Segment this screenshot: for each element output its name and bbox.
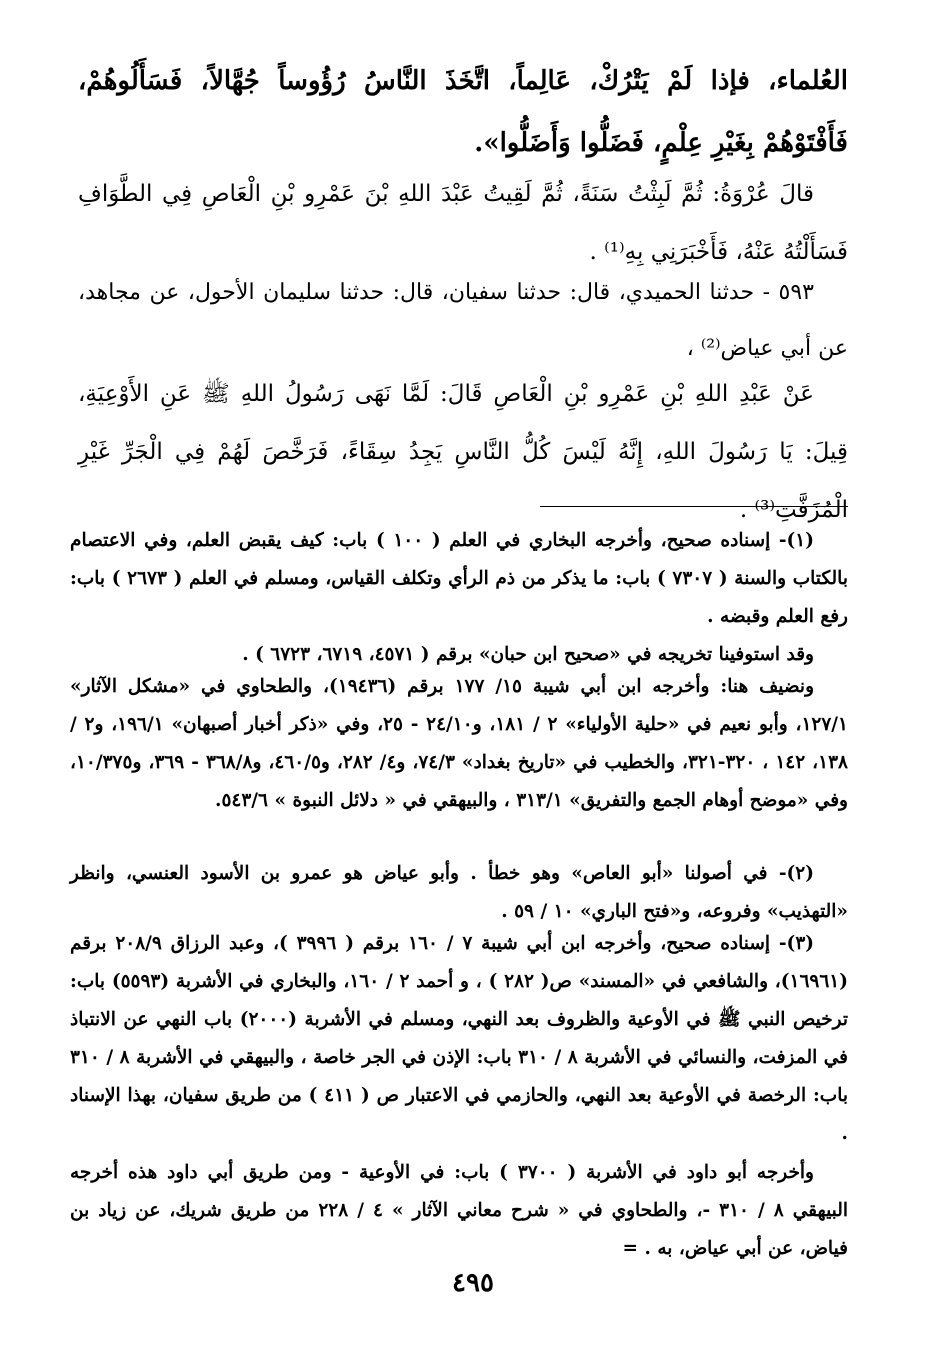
footnote-3-text-2: وأخرجه أبو داود في الأشربة ( ٣٧٠٠ ) باب: في الأوعية - ومن طريق أبي داود هذه أخرجه البيهقي ٨ / ٣١٠ -، والطحاوي في « شرح معاني الآثار » ٤ / ٢٢٨ من طريق شريك، عن زياد بن فياض، عن أبي عياض، به . = <box>70 1162 849 1259</box>
main-paragraph-3 <box>78 265 848 377</box>
footnote-1 <box>70 522 848 636</box>
main-paragraph-4 <box>78 365 848 539</box>
main-paragraph-2 <box>78 165 848 281</box>
page-number: ٤٩٥ <box>452 1268 494 1298</box>
hadith-593-isnad: ٥٩٣ - حدثنا الحميدي، قال: حدثنا سفيان، قال: حدثنا سليمان الأحول، عن مجاهد، عن أبي عياض⁽²⁾ ، <box>78 280 848 361</box>
hadith-text-continuation: العُلماء، فإذا لَمْ يَتْرُكْ، عَالِماً، اتَّخَذَ النَّاسُ رُؤُوساً جُهَّالاً، فَسَأَلُوهُمْ، فَأَفْتَوْهُمْ بِغَيْرِ عِلْمٍ، فَضَلُّوا وَأَضَلُّوا». <box>78 66 848 158</box>
main-paragraph-1 <box>78 50 848 174</box>
footnote-1-addition <box>70 668 848 820</box>
footnote-3 <box>70 925 848 1153</box>
urwa-statement: قالَ عُرْوَةُ: ثُمَّ لَبِثْتُ سَنَةً، ثُمَّ لَقِيتُ عَبْدَ اللهِ بْنَ عَمْرِو بْنِ الْعَاصِ فِي الطَّوَافِ فَسَأَلْتُهُ عَنْهُ، فَأَخْبَرَنِي بِهِ⁽¹⁾ . <box>78 181 848 265</box>
footnote-1-text-2: وقد استوفينا تخريجه في «صحيح ابن حبان» برقم ( ٤٥٧١، ٦٧١٩، ٦٧٢٣ ) . <box>242 644 814 665</box>
footnote-2-text: (٢)- في أصولنا «أبو العاص» وهو خطأ . وأبو عياض هو عمرو بن الأسود العنسي، وانظر «التهذيب» وفروعه، و«فتح الباري» ١٠ / ٥٩ . <box>70 863 848 922</box>
footnote-3-text: (٣)- إسناده صحيح، وأخرجه ابن أبي شيبة ٧ / ١٦٠ برقم ( ٣٩٩٦ )، وعبد الرزاق ٢٠٨/٩ برقم (١٦٩٦١)، والشافعي في «المسند» ص( ٢٨٢ ) ، و أحمد ٢ / ١٦٠، والبخاري في الأشربة (٥٥٩٣) باب: ترخيص النبي ﷺ في الأوعية والظروف بعد النهي، ومسلم في الأشربة (٢٠٠٠) باب النهي عن الانتباذ في المزفت، والنسائي في الأشربة ٨ / ٣١٠ باب: الإذن في الجر خاصة ، والبيهقي في الأشربة ٨ / ٣١٠ باب: الرخصة في الأوعية بعد النهي، والحازمي في الاعتبار ص ( ٤١١ ) من طريق سفيان، بهذا الإسناد . <box>70 933 849 1144</box>
hadith-593-matn: عَنْ عَبْدِ اللهِ بْنِ عَمْرِو بْنِ الْعَاصِ قَالَ: لَمَّا نَهَى رَسُولُ اللهِ ﷺ عَنِ الأَوْعِيَةِ، قِيلَ: يَا رَسُولَ اللهِ، إِنَّهُ لَيْسَ كُلُّ النَّاسِ يَجِدُ سِقَاءً، فَرَخَّصَ لَهُمْ فِي الْجَرِّ غَيْرِ الْمُزَفَّتِ⁽³⁾ . <box>78 381 848 523</box>
footnote-1-text: (١)- إسناده صحيح، وأخرجه البخاري في العلم ( ١٠٠ ) باب: كيف يقبض العلم، وفي الاعتصام بالكتاب والسنة ( ٧٣٠٧ ) باب: ما يذكر من ذم الرأي وتكلف القياس، ومسلم في العلم ( ٢٦٧٣ ) باب: رفع العلم وقبضه . <box>70 530 848 627</box>
footnote-separator <box>540 506 848 507</box>
footnote-1-text-3: ونضيف هنا: وأخرجه ابن أبي شيبة ١٥/ ١٧٧ برقم (١٩٤٣٦)، والطحاوي في «مشكل الآثار» ١٢٧/١، وأبو نعيم في «حلية الأولياء» ٢ / ١٨١، و٢٤/١٠ - ٢٥، وفي «ذكر أخبار أصبهان» ١٩٦/١، و٢ / ١٣٨، ١٤٢ ، ٣٢٠-٣٢١، والخطيب في «تاريخ بغداد» ٧٤/٣، و٤/ ٢٨٢، و٤٦٠/٥، و٣٦٨/٨ - ٣٦٩، و١٠/٣٧٥، وفي «موضح أوهام الجمع والتفريق» ٣١٣/١ ، والبيهقي في « دلائل النبوة » ٥٤٣/٦. <box>70 676 848 811</box>
footnote-3-continuation <box>70 1154 848 1268</box>
footnote-2 <box>70 855 848 931</box>
